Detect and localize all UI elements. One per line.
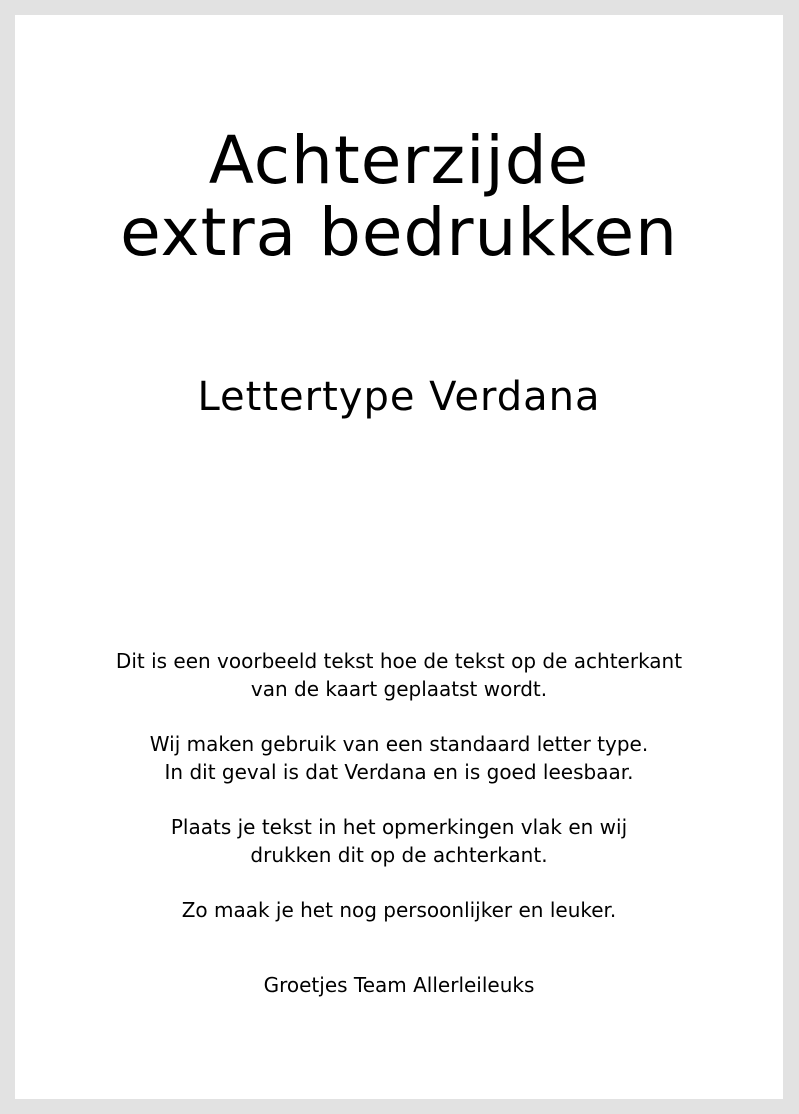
paragraph-line: drukken dit op de achterkant.: [250, 843, 548, 867]
title-line-1: Achterzijde: [208, 122, 590, 199]
font-name-subtitle: Lettertype Verdana: [197, 374, 601, 420]
title-line-2: extra bedrukken: [120, 194, 678, 271]
paragraph-line: Dit is een voorbeeld tekst hoe de tekst op de achterkant: [115, 649, 683, 673]
paragraph-line: van de kaart geplaatst wordt.: [250, 677, 548, 701]
paragraph-line: In dit geval is dat Verdana en is goed leesbaar.: [164, 760, 634, 784]
body-text: [15, 647, 783, 951]
paragraph-example: [15, 647, 783, 703]
card-back-preview: [15, 15, 783, 1099]
paragraph-closing: [15, 896, 783, 924]
paragraph-line: Plaats je tekst in het opmerkingen vlak en wij: [170, 815, 628, 839]
paragraph-font-info: [15, 730, 783, 786]
signoff: Groetjes Team Allerleileuks: [263, 973, 535, 997]
paragraph-line: Zo maak je het nog persoonlijker en leuker.: [181, 898, 617, 922]
paragraph-line: Wij maken gebruik van een standaard letter type.: [149, 732, 649, 756]
paragraph-instructions: [15, 813, 783, 869]
page-title: [15, 122, 783, 271]
